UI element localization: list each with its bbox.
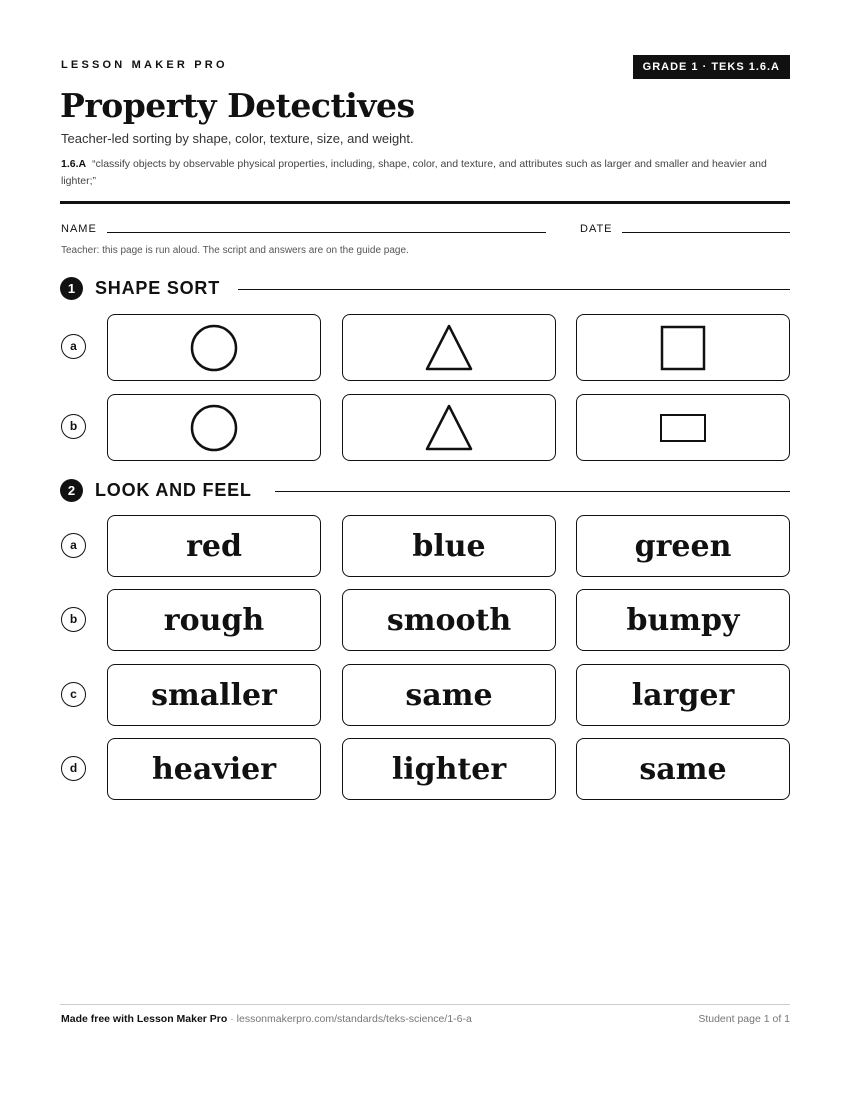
footer-divider [60,1004,790,1005]
word-label: same [639,751,727,787]
word-card[interactable] [107,664,321,726]
word-label: red [186,528,242,564]
word-label: rough [163,602,265,638]
shape-card[interactable] [342,394,556,461]
word-label: smaller [151,677,277,713]
circle-icon [189,403,239,453]
row-letter: b [61,607,86,632]
word-card[interactable] [107,515,321,577]
word-label: blue [412,528,486,564]
name-label: NAME [61,223,97,235]
square-icon [658,323,708,373]
word-card[interactable] [576,664,790,726]
word-card[interactable] [576,515,790,577]
footer-url[interactable]: · lessonmakerpro.com/standards/teks-science/1-6-a [227,1013,472,1025]
word-card[interactable] [342,664,556,726]
standard-code: 1.6.A [61,158,87,170]
word-label: bumpy [626,602,740,638]
standard-text: “classify objects by observable physical properties, including, shape, color, and texture, and attributes such as larger and smaller and heavier and lighter;” [61,158,767,187]
row-letter: a [61,533,86,558]
footer-credit [61,1013,472,1025]
rectangle-icon [658,413,708,443]
word-label: same [405,677,493,713]
word-card[interactable] [576,589,790,651]
section-title: LOOK AND FEEL [95,480,262,501]
word-label: lighter [391,751,507,787]
word-label: larger [631,677,735,713]
teacher-note: Teacher: this page is run aloud. The script and answers are on the guide page. [61,245,409,256]
header-divider [60,201,790,204]
circle-icon [189,323,239,373]
shape-card[interactable] [107,314,321,381]
section-shape-sort [60,277,790,301]
shape-card[interactable] [576,314,790,381]
triangle-icon [424,403,474,453]
section-number: 2 [60,479,83,502]
word-card[interactable] [576,738,790,800]
word-card[interactable] [107,738,321,800]
word-label: green [634,528,732,564]
shape-card[interactable] [342,314,556,381]
row-letter: d [61,756,86,781]
word-label: smooth [386,602,512,638]
footer-made-with: Made free with Lesson Maker Pro [61,1013,228,1025]
page-subtitle: Teacher-led sorting by shape, color, texture, size, and weight. [61,131,414,146]
date-label: DATE [580,223,613,235]
page-title: Property Detectives [60,86,415,125]
date-field[interactable] [622,232,790,233]
row-letter: b [61,414,86,439]
grade-badge: GRADE 1 · TEKS 1.6.A [633,55,790,79]
brand-name: LESSON MAKER PRO [61,59,228,71]
row-letter: c [61,682,86,707]
section-divider [238,289,790,290]
section-divider [275,491,790,492]
triangle-icon [424,323,474,373]
word-label: heavier [151,751,277,787]
row-letter: a [61,334,86,359]
section-look-and-feel [60,479,790,503]
section-title: SHAPE SORT [95,278,230,299]
shape-card[interactable] [576,394,790,461]
word-card[interactable] [342,738,556,800]
name-field[interactable] [107,232,546,233]
section-number: 1 [60,277,83,300]
word-card[interactable] [342,515,556,577]
page-indicator: Student page 1 of 1 [698,1013,790,1025]
standard-statement [61,156,796,190]
word-card[interactable] [342,589,556,651]
word-card[interactable] [107,589,321,651]
shape-card[interactable] [107,394,321,461]
